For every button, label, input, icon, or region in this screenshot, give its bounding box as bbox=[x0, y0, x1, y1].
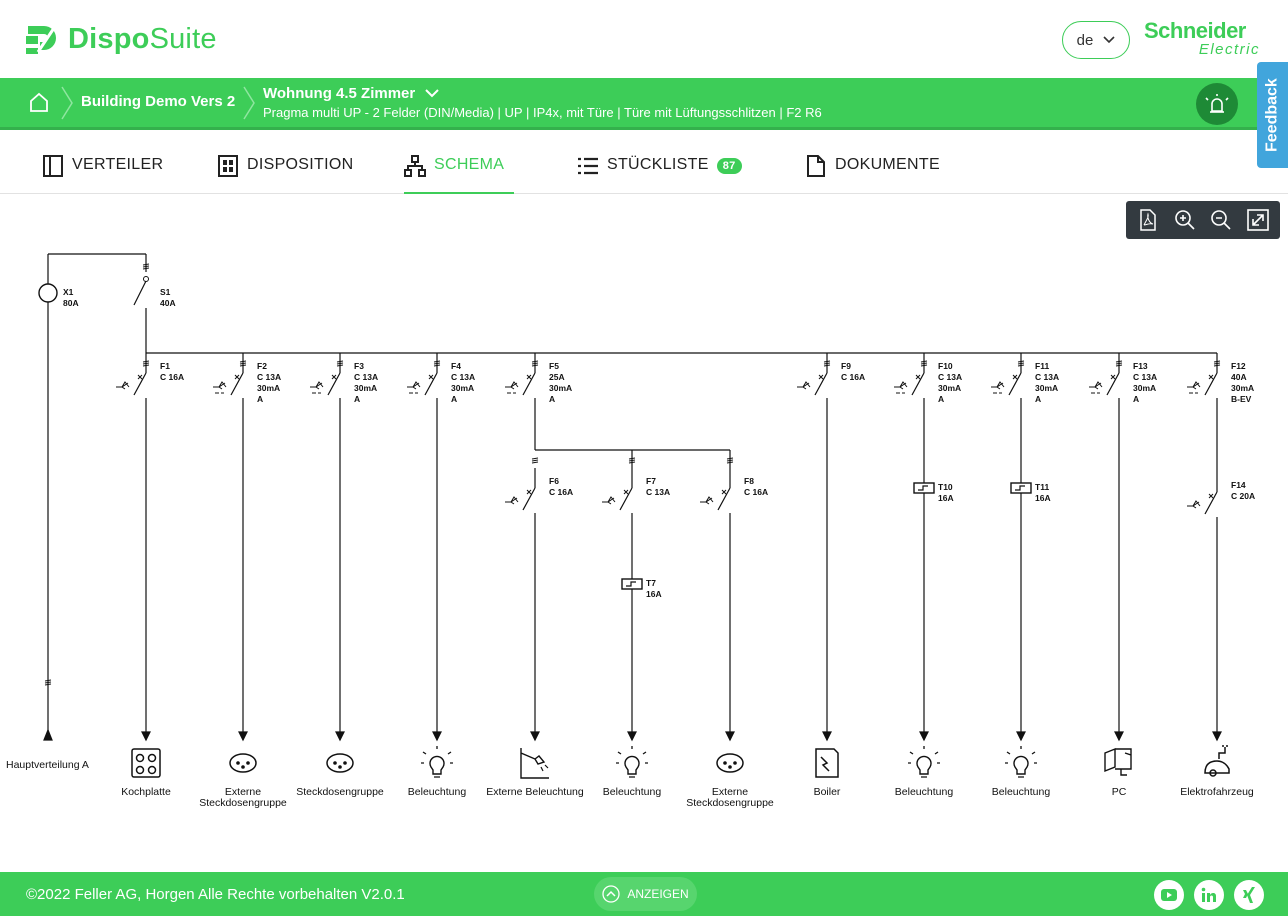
brand-top: Schneider bbox=[1144, 18, 1246, 43]
breaker-f11-line: 30mA bbox=[1035, 383, 1059, 393]
brand-bottom: Electric bbox=[1198, 41, 1260, 58]
trip-symbol bbox=[213, 382, 226, 389]
breaker-f5-line: 25A bbox=[549, 372, 565, 382]
trip-symbol bbox=[700, 497, 713, 504]
show-button[interactable] bbox=[594, 877, 697, 911]
s1-label-line: 40A bbox=[160, 298, 176, 308]
conductor-mark bbox=[727, 460, 733, 461]
boiler-icon bbox=[816, 749, 838, 777]
breaker-contact bbox=[819, 375, 823, 379]
trip-symbol bbox=[991, 382, 1004, 389]
breaker-f13-line: C 13A bbox=[1133, 372, 1158, 382]
arrow-icon bbox=[239, 732, 247, 740]
socket-icon bbox=[230, 754, 256, 772]
trip-symbol bbox=[797, 382, 810, 389]
breaker-f6-line: F6 bbox=[549, 476, 559, 486]
breaker-f1-line: F1 bbox=[160, 361, 170, 371]
xing-button[interactable] bbox=[1234, 880, 1264, 910]
lightbulb-icon bbox=[908, 746, 940, 777]
s1-label-line: S1 bbox=[160, 287, 171, 297]
lightbulb-icon bbox=[421, 746, 453, 777]
distributor-subtitle: Pragma multi UP - 2 Felder (DIN/Media) | UP | IP4x, mit Türe | Türe mit Lüftungsschlitzen | F2 R6 bbox=[263, 105, 822, 120]
arrow-icon bbox=[531, 732, 539, 740]
breaker-f3-line: F3 bbox=[354, 361, 364, 371]
arrow-icon bbox=[142, 732, 150, 740]
fullscreen-button[interactable] bbox=[1245, 207, 1271, 233]
alarm-icon bbox=[1205, 93, 1229, 115]
breaker-f14-line: F14 bbox=[1231, 480, 1246, 490]
breaker-contact bbox=[722, 490, 726, 494]
relay-symbol bbox=[1011, 483, 1031, 493]
consumer-label: Beleuchtung bbox=[991, 786, 1051, 798]
zoom-out-icon bbox=[1210, 209, 1232, 231]
consumer-label: Externe bbox=[711, 786, 749, 798]
youtube-button[interactable] bbox=[1154, 880, 1184, 910]
feedback-tab[interactable]: Feedback bbox=[1257, 62, 1288, 168]
conductor-mark bbox=[629, 462, 635, 463]
breaker-f9-line: C 16A bbox=[841, 372, 866, 382]
language-value: de bbox=[1076, 31, 1094, 49]
schema-toolbar bbox=[1126, 201, 1280, 239]
breaker-f10-line: F10 bbox=[938, 361, 953, 371]
arrow-icon bbox=[823, 732, 831, 740]
breaker-contact bbox=[235, 375, 239, 379]
conductor-mark bbox=[629, 458, 635, 459]
pdf-icon bbox=[1138, 209, 1158, 231]
breaker-f2-line: C 13A bbox=[257, 372, 282, 382]
consumer-label: Steckdosengruppe bbox=[296, 786, 384, 798]
relay-t10-line: T10 bbox=[938, 482, 953, 492]
conductor-mark bbox=[532, 462, 538, 463]
conductor-mark bbox=[143, 268, 149, 269]
relay-t11-line: 16A bbox=[1035, 493, 1051, 503]
conductor-mark bbox=[45, 680, 51, 681]
schema-icon bbox=[404, 154, 426, 178]
arrow-icon bbox=[628, 732, 636, 740]
breaker-contact bbox=[1013, 375, 1017, 379]
trip-symbol bbox=[1187, 382, 1200, 389]
lightbulb-icon bbox=[1005, 746, 1037, 777]
relay-t10-line: 16A bbox=[938, 493, 954, 503]
tab-stueckliste[interactable] bbox=[577, 156, 742, 194]
breaker-contact bbox=[1209, 375, 1213, 379]
conductor-mark bbox=[45, 684, 51, 685]
breaker-f12-line: B-EV bbox=[1231, 394, 1252, 404]
arrow-icon bbox=[1213, 732, 1221, 740]
breaker-contact bbox=[332, 375, 336, 379]
relay-t7-line: 16A bbox=[646, 589, 662, 599]
tab-label: STÜCKLISTE bbox=[607, 156, 709, 173]
breadcrumb-distributor[interactable] bbox=[263, 85, 439, 102]
chevron-down-icon bbox=[425, 89, 439, 98]
trip-symbol bbox=[602, 497, 615, 504]
breaker-f13-line: 30mA bbox=[1133, 383, 1157, 393]
arrow-icon bbox=[726, 732, 734, 740]
lightbulb-icon bbox=[616, 746, 648, 777]
breaker-f3-line: A bbox=[354, 394, 361, 404]
meter-circle bbox=[39, 284, 57, 302]
trip-symbol bbox=[505, 497, 518, 504]
zoom-in-icon bbox=[1174, 209, 1196, 231]
conductor-mark bbox=[143, 264, 149, 265]
consumer-label: Kochplatte bbox=[121, 786, 171, 798]
tab-label: DOKUMENTE bbox=[835, 156, 940, 173]
breaker-f10-line: 30mA bbox=[938, 383, 962, 393]
relay-symbol bbox=[622, 579, 642, 589]
breaker-f2-line: F2 bbox=[257, 361, 267, 371]
conductor-mark bbox=[532, 458, 538, 459]
breaker-contact bbox=[429, 375, 433, 379]
x1-label-line: 80A bbox=[63, 298, 79, 308]
youtube-icon bbox=[1160, 888, 1178, 902]
breaker-f7-line: C 13A bbox=[646, 487, 671, 497]
alarm-button[interactable] bbox=[1196, 83, 1238, 125]
breaker-f3-line: C 13A bbox=[354, 372, 379, 382]
conductor-mark bbox=[629, 460, 635, 461]
expand-icon bbox=[1247, 209, 1269, 231]
tab-label: VERTEILER bbox=[72, 156, 164, 173]
main-tabs bbox=[0, 144, 1288, 194]
chevron-down-icon bbox=[1103, 36, 1115, 44]
breaker-f10-line: A bbox=[938, 394, 945, 404]
item-count-badge: 87 bbox=[717, 158, 742, 174]
chevron-up-icon bbox=[602, 885, 620, 903]
breaker-f8-line: F8 bbox=[744, 476, 754, 486]
breaker-f12-line: F12 bbox=[1231, 361, 1246, 371]
consumer-label: Externe bbox=[224, 786, 262, 798]
pc-icon bbox=[1105, 749, 1131, 775]
consumer-label: Elektrofahrzeug bbox=[1180, 786, 1254, 798]
breaker-f2-line: A bbox=[257, 394, 264, 404]
breaker-f8-line: C 16A bbox=[744, 487, 769, 497]
dispo-suite-logo[interactable] bbox=[24, 22, 217, 56]
conductor-mark bbox=[727, 462, 733, 463]
consumer-label: Beleuchtung bbox=[602, 786, 662, 798]
chevron-right-icon bbox=[242, 86, 256, 120]
top-bar bbox=[0, 0, 1288, 78]
breaker-f2-line: 30mA bbox=[257, 383, 281, 393]
relay-symbol bbox=[914, 483, 934, 493]
breaker-contact bbox=[916, 375, 920, 379]
home-icon[interactable] bbox=[28, 91, 50, 113]
consumer-label: Beleuchtung bbox=[407, 786, 467, 798]
conductor-mark bbox=[45, 682, 51, 683]
tab-disposition[interactable] bbox=[217, 156, 353, 194]
breaker-contact bbox=[1111, 375, 1115, 379]
footer bbox=[0, 872, 1288, 916]
breaker-f13-line: A bbox=[1133, 394, 1140, 404]
breaker-f7-line: F7 bbox=[646, 476, 656, 486]
breaker-f4-line: 30mA bbox=[451, 383, 475, 393]
breaker-contact bbox=[1209, 494, 1213, 498]
breaker-f5-line: F5 bbox=[549, 361, 559, 371]
breaker-f11-line: F11 bbox=[1035, 361, 1050, 371]
linkedin-icon bbox=[1201, 887, 1217, 903]
relay-t7-line: T7 bbox=[646, 578, 656, 588]
breaker-f3-line: 30mA bbox=[354, 383, 378, 393]
language-select[interactable] bbox=[1062, 21, 1130, 59]
trip-symbol bbox=[1089, 382, 1102, 389]
breaker-f11-line: C 13A bbox=[1035, 372, 1060, 382]
breaker-f4-line: A bbox=[451, 394, 458, 404]
arrow-icon bbox=[433, 732, 441, 740]
copyright-text: ©2022 Feller AG, Horgen Alle Rechte vorbehalten V2.0.1 bbox=[26, 886, 405, 903]
socket-icon bbox=[717, 754, 743, 772]
trip-symbol bbox=[116, 382, 129, 389]
schneider-electric-logo bbox=[1144, 20, 1264, 62]
switch-blade bbox=[134, 281, 146, 305]
arrow-icon bbox=[1017, 732, 1025, 740]
switch-pivot bbox=[144, 277, 149, 282]
breaker-f4-line: F4 bbox=[451, 361, 461, 371]
pdf-export-button[interactable] bbox=[1135, 207, 1161, 233]
breaker-f1-line: C 16A bbox=[160, 372, 185, 382]
breadcrumb-project[interactable]: Building Demo Vers 2 bbox=[81, 93, 236, 110]
zoom-in-button[interactable] bbox=[1172, 207, 1198, 233]
consumer-label: Boiler bbox=[813, 786, 841, 798]
breaker-f9-line: F9 bbox=[841, 361, 851, 371]
logo-text-bold: Dispo bbox=[68, 22, 150, 55]
zoom-out-button[interactable] bbox=[1208, 207, 1234, 233]
breaker-contact bbox=[624, 490, 628, 494]
trip-symbol bbox=[310, 382, 323, 389]
dispo-logo-icon bbox=[24, 22, 60, 56]
tab-schema[interactable] bbox=[404, 156, 514, 194]
conductor-mark bbox=[727, 458, 733, 459]
trip-symbol bbox=[894, 382, 907, 389]
breaker-f5-line: 30mA bbox=[549, 383, 573, 393]
feed-label: Hauptverteilung A bbox=[6, 759, 89, 771]
breadcrumb bbox=[0, 78, 1288, 130]
relay-t11-line: T11 bbox=[1035, 482, 1050, 492]
tab-label: SCHEMA bbox=[434, 156, 505, 173]
consumer-label: Steckdosengruppe bbox=[686, 797, 774, 809]
breaker-contact bbox=[527, 375, 531, 379]
breaker-f10-line: C 13A bbox=[938, 372, 963, 382]
breaker-f4-line: C 13A bbox=[451, 372, 476, 382]
ev-charger-icon bbox=[1205, 745, 1229, 776]
breaker-contact bbox=[527, 490, 531, 494]
x1-label-line: X1 bbox=[63, 287, 74, 297]
xing-icon bbox=[1241, 886, 1257, 904]
consumer-label: PC bbox=[1111, 786, 1127, 798]
chevron-right-icon bbox=[60, 86, 74, 120]
breaker-f12-line: 40A bbox=[1231, 372, 1247, 382]
logo-text-light: Suite bbox=[149, 22, 217, 55]
socket-icon bbox=[327, 754, 353, 772]
conductor-mark bbox=[143, 266, 149, 267]
arrow-up-icon bbox=[44, 730, 52, 740]
breaker-f5-line: A bbox=[549, 394, 556, 404]
trip-symbol bbox=[505, 382, 518, 389]
disposition-icon bbox=[217, 154, 239, 178]
arrow-icon bbox=[1115, 732, 1123, 740]
linkedin-button[interactable] bbox=[1194, 880, 1224, 910]
cooktop-icon bbox=[132, 749, 160, 777]
consumer-label: Externe Beleuchtung bbox=[486, 786, 584, 798]
distributor-icon bbox=[42, 154, 64, 178]
conductor-mark bbox=[532, 460, 538, 461]
trip-symbol bbox=[407, 382, 420, 389]
breaker-f14-line: C 20A bbox=[1231, 491, 1256, 501]
trip-symbol bbox=[1187, 501, 1200, 508]
distributor-name: Wohnung 4.5 Zimmer bbox=[263, 85, 416, 102]
arrow-icon bbox=[336, 732, 344, 740]
breaker-contact bbox=[138, 375, 142, 379]
show-button-label: ANZEIGEN bbox=[627, 887, 689, 901]
list-icon bbox=[577, 154, 599, 178]
consumer-label: Steckdosengruppe bbox=[199, 797, 287, 809]
outdoor-light-icon bbox=[521, 748, 549, 778]
breaker-f6-line: C 16A bbox=[549, 487, 574, 497]
tab-verteiler[interactable] bbox=[42, 156, 163, 194]
breaker-f12-line: 30mA bbox=[1231, 383, 1255, 393]
circuit-schema bbox=[0, 240, 1288, 870]
tab-dokumente[interactable] bbox=[805, 156, 940, 194]
tab-label: DISPOSITION bbox=[247, 156, 354, 173]
breaker-f13-line: F13 bbox=[1133, 361, 1148, 371]
breaker-f11-line: A bbox=[1035, 394, 1042, 404]
document-icon bbox=[805, 154, 827, 178]
consumer-label: Beleuchtung bbox=[894, 786, 954, 798]
arrow-icon bbox=[920, 732, 928, 740]
